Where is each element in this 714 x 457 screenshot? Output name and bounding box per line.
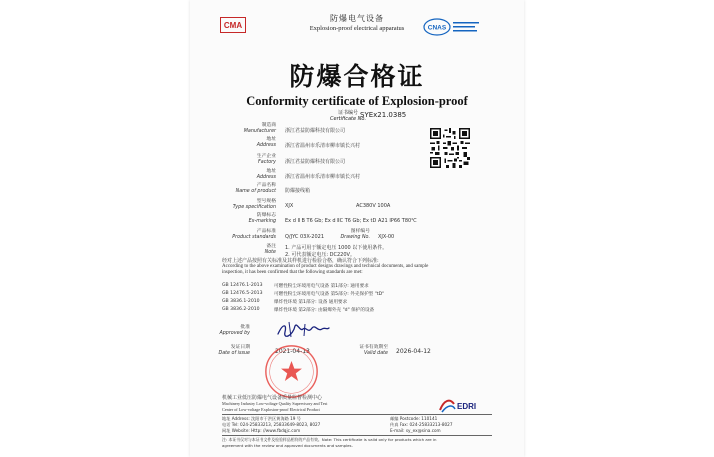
field-label-en: Address: [256, 174, 276, 180]
certificate-title-cn: 防爆合格证: [289, 62, 425, 91]
qr-code: [430, 128, 470, 168]
standard-name: 可燃性粉尘环境用电气设备 第5部分: 外壳保护型 "tD": [274, 292, 385, 297]
statement-en-line1: According to the above examination of product designs drawings and technical documents, and sample: [222, 264, 429, 269]
field-type-rating: AC380V 100A: [356, 203, 391, 209]
field-product-name-label: [218, 183, 276, 194]
footer-org-cn: 机械工业低压防爆电气设备质量监督检测中心: [222, 395, 323, 401]
approved-by-label: [200, 325, 250, 336]
field-note-line2: 2. 可代表额定电压: DC220V。: [285, 252, 355, 258]
cert-no-label-cn: 证书编号: [338, 110, 359, 116]
approved-by-label-cn: 批准: [240, 325, 250, 330]
issue-date-label-cn: 发证日期: [230, 345, 250, 350]
valid-date-label-cn: 证书有效期至: [359, 345, 388, 350]
footer-divider: [222, 414, 492, 415]
approved-by-label-en: Approved by: [219, 330, 250, 336]
field-factory-address-label: [218, 169, 276, 180]
field-label-en: Factory: [258, 159, 276, 165]
field-label-en: Name of product: [235, 188, 276, 194]
footer-fax: 传真 Fax: 024-25833213-8027: [390, 422, 453, 427]
field-label-cn: 地址: [266, 169, 276, 174]
footer-email: E-mail: sy_ex@sina.com: [390, 428, 441, 433]
field-factory-value: 浙江君益防爆科技有限公司: [285, 159, 346, 165]
field-label-cn: 生产企业: [256, 154, 276, 159]
footer-address: 地址 Address: 沈阳市于洪区黄海路 19 号: [222, 416, 301, 421]
footer-note: 注: 本证书仅对与本证书文件及检验样品相符的产品有效。Note: This certificate is valid only for products which are in: [222, 437, 437, 442]
field-note-label: [218, 244, 276, 255]
issue-date-label-en: Date of issue: [218, 350, 250, 356]
standard-code: GB 3836.2-2010: [222, 307, 260, 312]
field-type-value: XJX: [285, 203, 294, 209]
drawing-no-label: [330, 229, 370, 240]
header-title-cn: 防爆电气设备: [330, 14, 384, 23]
footer-org-en-line2: Center of Low-voltage Explosion-proof Electrical Product: [222, 407, 320, 412]
field-exmarking-value: Ex d Ⅱ B T6 Gb; Ex d ⅡC T6 Gb; Ex tD A21 IP66 T80℃: [285, 218, 417, 224]
valid-date-label: [340, 345, 388, 356]
header-title-en: Explosion-proof electrical apparatus: [309, 25, 405, 32]
field-label-en: Type specification: [232, 204, 276, 210]
issue-date-value: 2021-04-13: [275, 348, 310, 355]
field-exmarking-label: [218, 213, 276, 224]
field-label-en: Address: [256, 142, 276, 148]
standard-code: GB 12476.1-2013: [222, 283, 263, 288]
field-manufacturer-value: 浙江君益防爆科技有限公司: [285, 128, 346, 134]
standard-name: 爆炸性环境 第2部分: 由隔爆外壳 "d" 保护的设备: [274, 308, 375, 313]
issue-date-label: [200, 345, 250, 356]
certificate-sheet: [190, 0, 524, 457]
footer-org-en-line1: Machinery Industry Low-voltage Quality Supervisory and Test: [222, 401, 328, 406]
footer-note-line2: agreement with the review and approved documents and samples.: [222, 443, 353, 448]
field-label-cn: 制造商: [261, 123, 276, 128]
field-address-value: 浙江省温州市乐清市柳市镇长兴村: [285, 143, 361, 149]
official-seal: [263, 343, 320, 400]
edri-logo: [438, 396, 488, 414]
footer-divider: [222, 435, 492, 436]
field-label-cn: 产品名称: [256, 183, 276, 188]
signature: [275, 320, 330, 340]
cnas-logo-text: CNAS: [427, 24, 447, 32]
field-note-line1: 1. 产品可用于额定电压 1000 以下使用条件。: [285, 245, 388, 251]
field-label-cn: 备注: [266, 244, 276, 249]
field-label-cn: 防爆标志: [256, 213, 276, 218]
standard-name: 可燃性粉尘环境用电气设备 第1部分: 通用要求: [274, 284, 369, 289]
field-product-name-value: 防爆接线箱: [285, 188, 311, 194]
statement-en-line2: inspection, it has been confirmed that the following standards are met:: [222, 270, 363, 275]
field-label-cn: 型号规格: [256, 199, 276, 204]
field-label-en: Note: [264, 249, 276, 255]
field-label-en: Manufacturer: [243, 128, 276, 134]
field-type-label: [218, 199, 276, 210]
field-label-en: Product standards: [232, 234, 276, 240]
valid-date-value: 2026-04-12: [396, 348, 431, 355]
standard-code: GB 12476.5-2013: [222, 291, 263, 296]
field-label-en: Ex-marking: [248, 218, 276, 224]
field-label-cn: 地址: [266, 137, 276, 142]
footer-tel: 电话 Tel: 024-25833213, 25833649-8023, 8027: [222, 422, 321, 427]
drawing-no-label-cn: 图样编号: [350, 229, 370, 234]
edri-logo-text: EDRI: [457, 402, 477, 411]
cma-logo-text: CMA: [223, 21, 243, 30]
footer-postcode: 邮编 Postcode: 110141: [390, 416, 438, 421]
field-standards-label: [218, 229, 276, 240]
footer-website: 网址 Website: Http: //www.fbdqjc.com: [222, 428, 301, 433]
standard-code: GB 3836.1-2010: [222, 299, 260, 304]
certificate-title-en: Conformity certificate of Explosion-proof: [246, 94, 468, 108]
standard-name: 爆炸性环境 第1部分: 设备 通用要求: [274, 300, 348, 305]
field-factory-address-value: 浙江省温州市乐清市柳市镇长兴村: [285, 174, 361, 180]
statement-cn: 经对上述产品按照有关标准及其样机进行检验合格，确认符合下列标准:: [222, 258, 379, 264]
cnas-logo: [423, 17, 483, 37]
field-factory-label: [218, 154, 276, 165]
drawing-no-label-en: Drawing No.: [340, 234, 370, 240]
field-standards-value: Q/JYC 03X-2021: [285, 234, 325, 240]
cert-no-label-en: Certificate No.: [330, 116, 367, 122]
field-address-label: [218, 137, 276, 148]
field-manufacturer-label: [218, 123, 276, 134]
drawing-no-value: XJX-00: [378, 234, 395, 240]
cert-no-value: SYEx21.0385: [360, 111, 407, 119]
field-label-cn: 产品标准: [256, 229, 276, 234]
valid-date-label-en: Valid date: [364, 350, 388, 356]
